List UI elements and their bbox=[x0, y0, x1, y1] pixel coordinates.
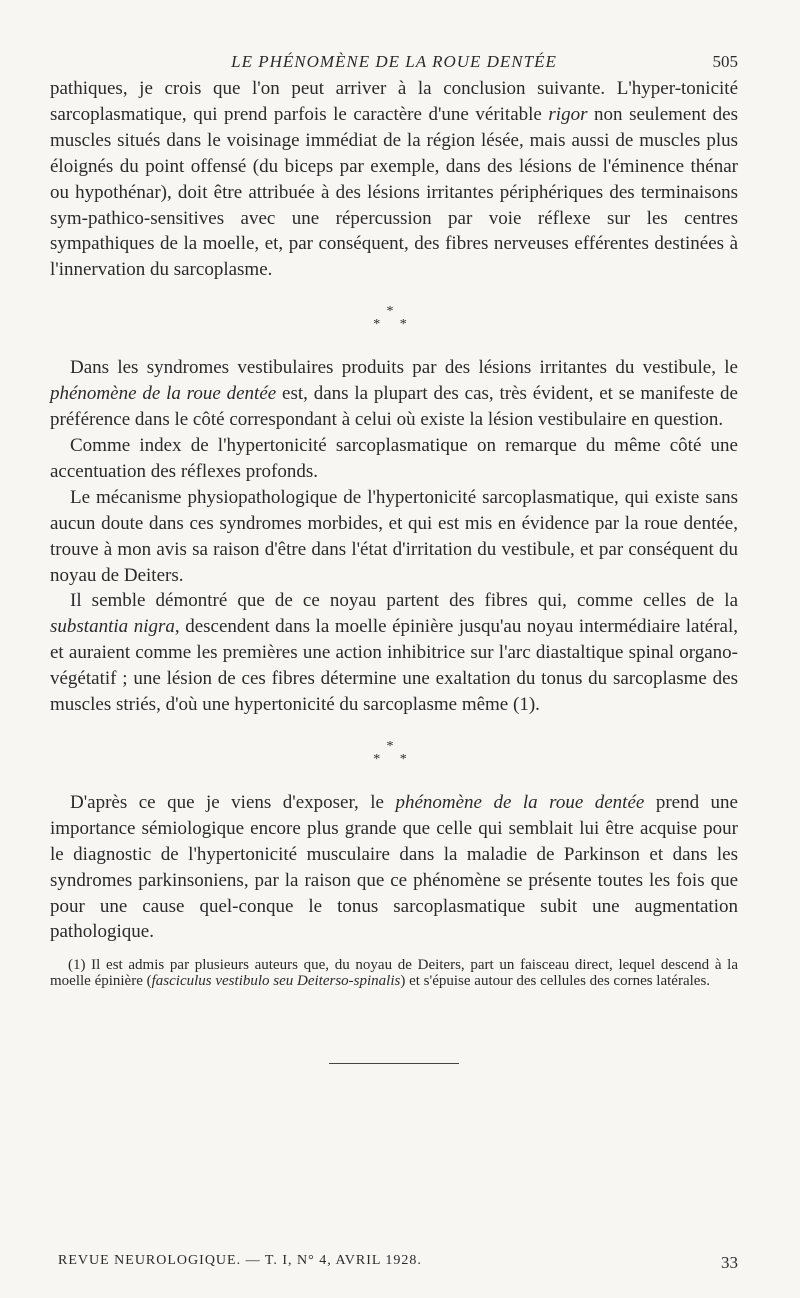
paragraph-1: pathiques, je crois que l'on peut arriver à la conclusion suivante. L'hyper-tonicité sarcoplasmatique, qui prend parfois le caractère d'une véritable rigor non seulement des muscles situés dans le voisinage immédiat de la région lésée, mais aussi de muscles plus éloignés du point offensé (du biceps par exemple, dans des lésions de l'éminence thénar ou hypothénar), doit être attribuée à des lésions irritantes périphériques des terminaisons sym-pathico-sensitives avec une répercussion par voie réflexe sur les centres sympathiques de la moelle, et, par conséquent, des fibres nerveuses efférentes destinées à l'innervation du sarcoplasme. bbox=[50, 78, 738, 281]
italic-term: fasciculus vestibulo seu Deiterso-spinalis bbox=[151, 973, 401, 990]
separator-stars-bottom: * * bbox=[373, 751, 415, 767]
italic-term: phénomène de la roue dentée bbox=[50, 383, 277, 405]
paragraph-6: D'après ce que je viens d'exposer, le phénomène de la roue dentée prend une importance sémiologique encore plus grande que celle qui semblait lui être acquise pour le diagnostic de l'hypertonicité musculaire dans la maladie de Parkinson et dans les syndromes parkinsoniens, par la raison que ce phénomène se présente toutes les fois que pour une cause quel-conque le tonus sarcoplasmatique subit une augmentation pathologique. bbox=[50, 791, 738, 943]
italic-term: phénomène de la roue dentée bbox=[395, 791, 645, 813]
footer-rule bbox=[329, 1063, 459, 1064]
paragraph-3: Comme index de l'hypertonicité sarcoplasmatique on remarque du même côté une accentuation des réflexes profonds. bbox=[50, 434, 738, 482]
paragraph-5: Il semble démontré que de ce noyau partent des fibres qui, comme celles de la substantia nigra, descendent dans la moelle épinière jusqu'au noyau intermédiaire latéral, et auraient comme les premières une action inhibitrice sur l'arc diastaltique spinal organo-végétatif ; une lésion de ces fibres détermine une exaltation du tonus du sarcoplasme des muscles striés, d'où une hypertonicité du sarcoplasme même (1). bbox=[50, 590, 738, 716]
section-separator bbox=[50, 740, 738, 766]
section-separator bbox=[50, 305, 738, 331]
journal-reference: REVUE NEUROLOGIQUE. — T. I, N° 4, AVRIL 1928. bbox=[58, 1253, 422, 1268]
page-footer bbox=[58, 1253, 738, 1272]
italic-term: substantia nigra bbox=[50, 616, 175, 638]
footnote: (1) Il est admis par plusieurs auteurs que, du noyau de Deiters, part un faisceau direct, lequel descend à la moelle épinière (fasciculus vestibulo seu Deiterso-spinalis) et s'épuise autour des cellules des cornes latérales. bbox=[50, 957, 738, 990]
separator-star-top: * bbox=[386, 304, 402, 320]
paragraph-2: Dans les syndromes vestibulaires produits par des lésions irritantes du vestibule, le phénomène de la roue dentée est, dans la plupart des cas, très évident, et se manifeste de préférence dans le côté correspondant à celui où existe la lésion vestibulaire en question. bbox=[50, 357, 738, 431]
running-header bbox=[50, 52, 738, 76]
separator-star-top: * bbox=[386, 738, 402, 754]
page bbox=[50, 52, 738, 1064]
separator-stars-bottom: * * bbox=[373, 317, 415, 333]
running-title: LE PHÉNOMÈNE DE LA ROUE DENTÉE bbox=[231, 52, 557, 71]
italic-term: rigor bbox=[548, 103, 588, 125]
paragraph-4: Le mécanisme physiopathologique de l'hypertonicité sarcoplasmatique, qui existe sans aucun doute dans ces syndromes morbides, et qui est mis en évidence par la roue dentée, trouve à mon avis sa raison d'être dans l'état d'irritation du vestibule, et par conséquent du noyau de Deiters. bbox=[50, 486, 738, 586]
signature-mark: 33 bbox=[721, 1253, 738, 1272]
page-number: 505 bbox=[712, 52, 738, 71]
